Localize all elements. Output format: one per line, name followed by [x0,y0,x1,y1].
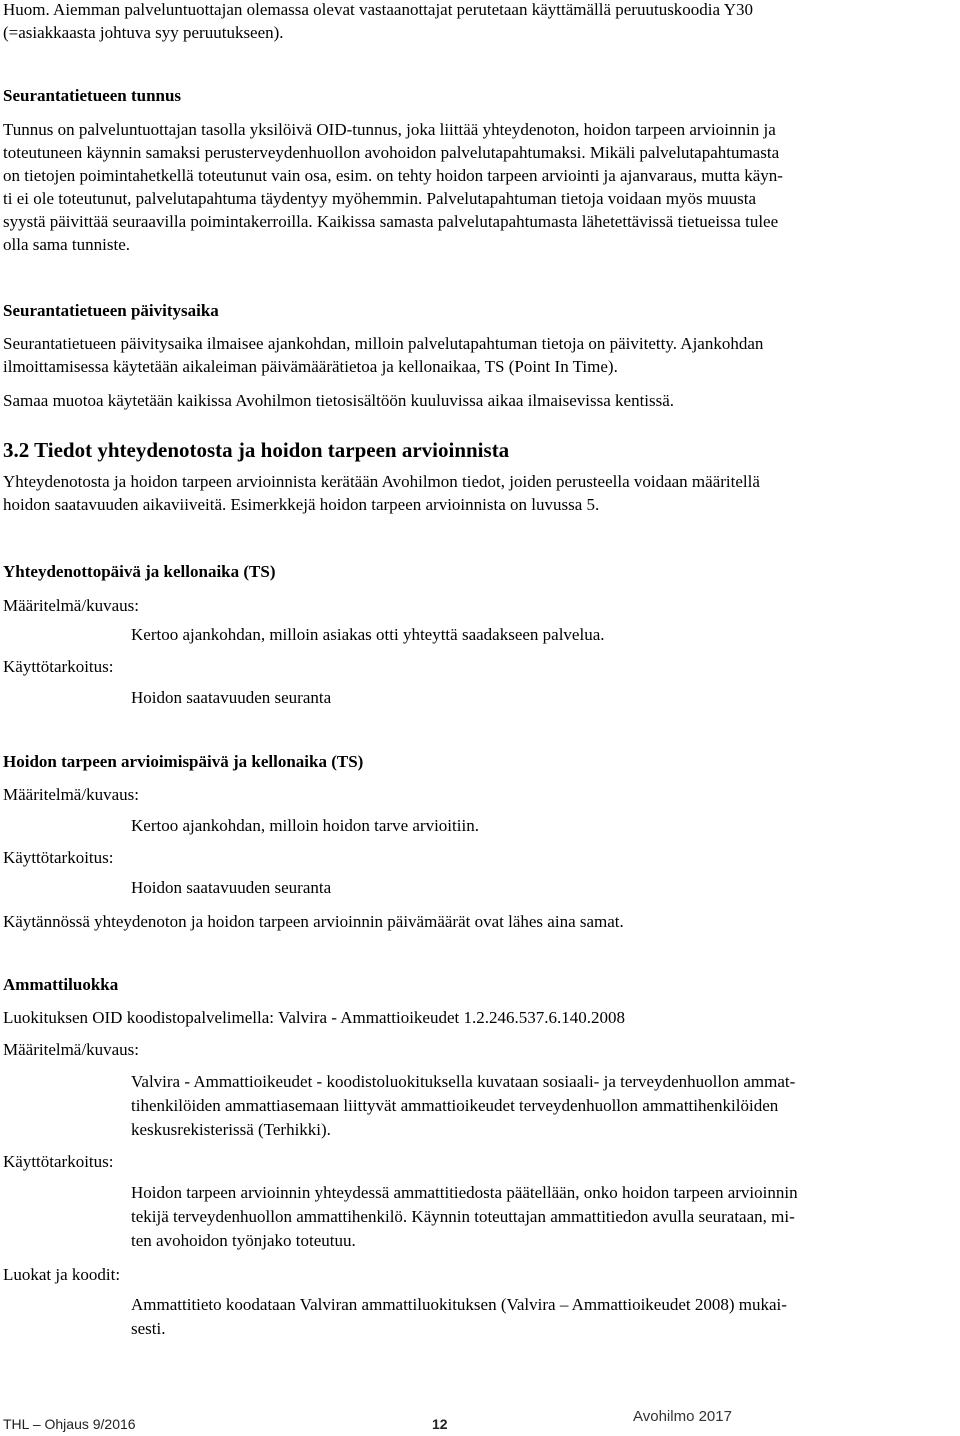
intro-line-2: (=asiakkaasta johtuva syy peruutukseen). [3,23,284,42]
field-heading-ammattiluokka: Ammattiluokka [3,975,119,994]
paragraph-line: Tunnus on palveluntuottajan tasolla yksilöivä OID-tunnus, joka liittää yhteydenoton, hoidon tarpeen arvioinnin ja [3,120,776,139]
label-codes: Luokat ja koodit: [3,1265,121,1284]
label-definition: Määritelmä/kuvaus: [3,1040,139,1059]
oid-text: Luokituksen OID koodistopalvelimella: Valvira - Ammattioikeudet 1.2.246.537.6.140.2008 [3,1008,625,1027]
paragraph-line: hoidon saatavuuden aikaviiveitä. Esimerkkejä hoidon tarpeen arvioinnista on luvussa 5. [3,495,600,514]
field-heading-arviointi: Hoidon tarpeen arvioimispäivä ja kellonaika (TS) [3,752,364,771]
footer-document-title: Avohilmo 2017 [633,1408,732,1425]
chapter-heading-3-2: 3.2 Tiedot yhteydenotosta ja hoidon tarpeen arvioinnista [3,438,510,462]
definition-text: Kertoo ajankohdan, milloin hoidon tarve arvioitiin. [131,816,479,835]
paragraph-line: syystä päivittää seuraavilla poimintakerroilla. Kaikissa samasta palvelutapahtumasta lähetettävissä tietueissa tulee [3,212,779,231]
intro-line-1: Huom. Aiemman palveluntuottajan olemassa olevat vastaanottajat perutetaan käyttämällä peruutuskoodia Y30 [3,0,753,19]
paragraph-line: olla sama tunniste. [3,235,131,254]
usage-line: Hoidon tarpeen arvioinnin yhteydessä ammattitiedosta päätellään, onko hoidon tarpeen arvioinnin [131,1183,798,1202]
definition-text: Kertoo ajankohdan, milloin asiakas otti yhteyttä saadakseen palvelua. [131,625,605,644]
definition-line: keskusrekisterissä (Terhikki). [131,1120,331,1139]
usage-line: tekijä terveydenhuollon ammattihenkilö. Käynnin toteuttajan ammattitiedon avulla seurataan, mi- [131,1207,795,1226]
paragraph-line: Samaa muotoa käytetään kaikissa Avohilmon tietosisältöön kuuluvissa aikaa ilmaisevissa kentissä. [3,391,675,410]
paragraph-line: Yhteydenotosta ja hoidon tarpeen arvioinnista kerätään Avohilmon tiedot, joiden perusteella voidaan määritellä [3,472,760,491]
paragraph-line: toteutuneen käynnin samaksi perusterveydenhuollon avohoidon palvelutapahtumaksi. Mikäli palvelutapahtumasta [3,143,780,162]
footer-page-number: 12 [432,1416,448,1432]
label-usage: Käyttötarkoitus: [3,848,114,867]
usage-text: Hoidon saatavuuden seuranta [131,688,332,707]
usage-line: ten avohoidon työnjako toteutuu. [131,1231,356,1250]
label-usage: Käyttötarkoitus: [3,657,114,676]
field-heading-yhteydenotto: Yhteydenottopäivä ja kellonaika (TS) [3,562,276,581]
codes-line: Ammattitieto koodataan Valviran ammattiluokituksen (Valvira – Ammattioikeudet 2008) mukai- [131,1295,787,1314]
paragraph-line: on tietojen poimintahetkellä toteutunut vain osa, esim. on tehty hoidon tarpeen arviointi ja ajanvaraus, mutta käyn- [3,166,783,185]
label-definition: Määritelmä/kuvaus: [3,596,139,615]
paragraph-line: ilmoittamisessa käytetään aikaleiman päivämäärätietoa ja kellonaikaa, TS (Point In Time). [3,357,618,376]
codes-line: sesti. [131,1319,166,1338]
paragraph-line: ti ei ole toteutunut, palvelutapahtuma täydentyy myöhemmin. Palvelutapahtuman tietoja voidaan myös muusta [3,189,757,208]
paragraph-line: Seurantatietueen päivitysaika ilmaisee ajankohdan, milloin palvelutapahtuman tietoja on päivitetty. Ajankohdan [3,334,764,353]
label-definition: Määritelmä/kuvaus: [3,785,139,804]
section-heading-seurantatunnus: Seurantatietueen tunnus [3,86,182,105]
footer-publication: THL – Ohjaus 9/2016 [3,1416,136,1432]
section-heading-paivitysaika: Seurantatietueen päivitysaika [3,301,219,320]
definition-line: tihenkilöiden ammattiasemaan liittyvät ammattioikeudet terveydenhuollon ammattihenkilöiden [131,1096,779,1115]
definition-line: Valvira - Ammattioikeudet - koodistoluokituksella kuvataan sosiaali- ja terveydenhuollon ammat- [131,1072,796,1091]
usage-text: Hoidon saatavuuden seuranta [131,878,332,897]
note-text: Käytännössä yhteydenoton ja hoidon tarpeen arvioinnin päivämäärät ovat lähes aina samat. [3,912,624,931]
label-usage: Käyttötarkoitus: [3,1152,114,1171]
